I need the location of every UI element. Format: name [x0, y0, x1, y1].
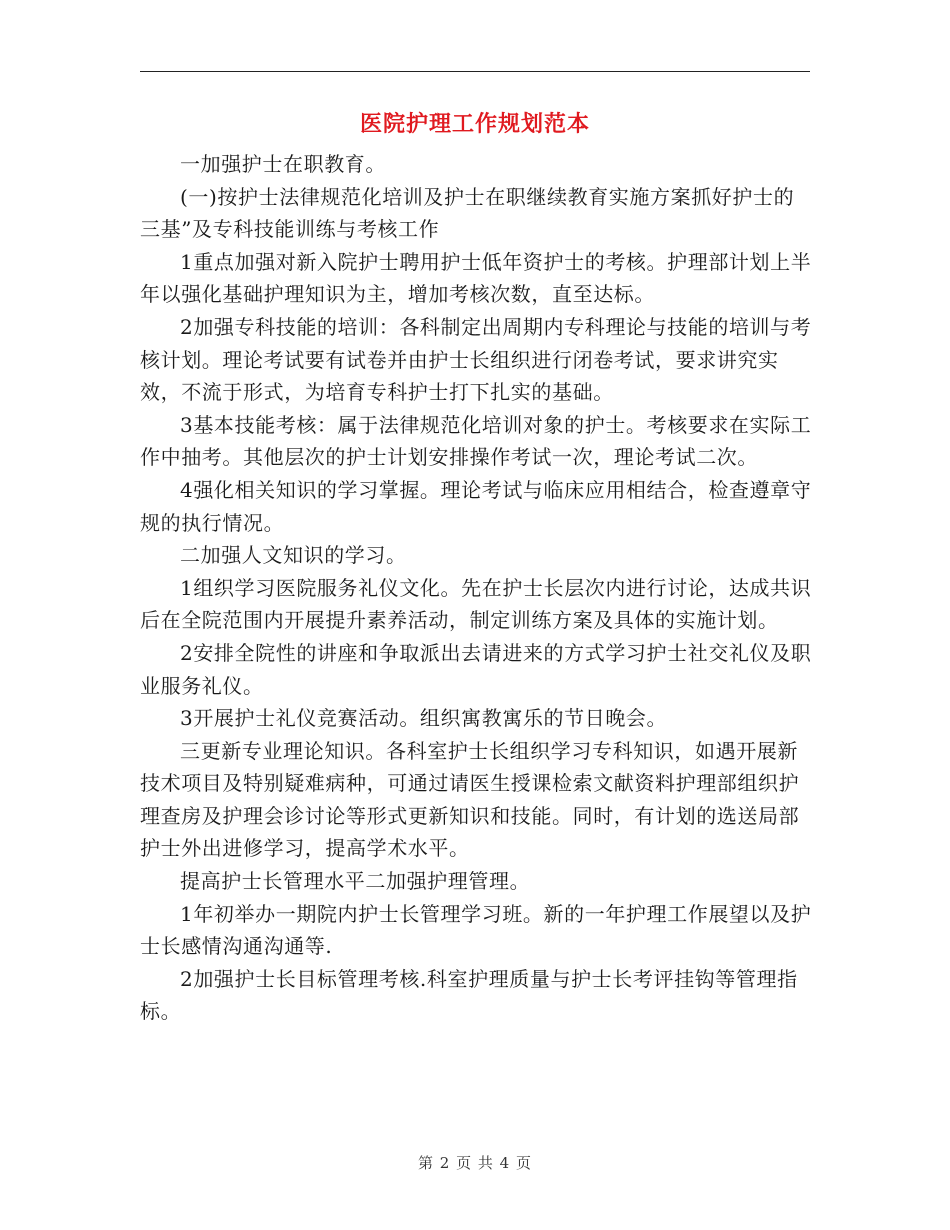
- page-number: 第 2 页 共 4 页: [418, 1154, 532, 1172]
- header-rule: [140, 71, 810, 72]
- paragraph: (一)按护士法律规范化培训及护士在职继续教育实施方案抓好护士的三基”及专科技能训练与考核工作: [140, 184, 795, 242]
- paragraph: 3基本技能考核：属于法律规范化培训对象的护士。考核要求在实际工作中抽考。其他层次的护士计划安排操作考试一次，理论考试二次。: [140, 412, 812, 470]
- paragraph: 4强化相关知识的学习掌握。理论考试与临床应用相结合，检查遵章守规的执行情况。: [140, 477, 812, 535]
- paragraph: 1重点加强对新入院护士聘用护士低年资护士的考核。护理部计划上半年以强化基础护理知识为主，增加考核次数，直至达标。: [140, 249, 812, 307]
- paragraph: 一加强护士在职教育。: [180, 152, 386, 176]
- paragraph: 提高护士长管理水平二加强护理管理。: [180, 869, 531, 894]
- paragraph: 3开展护士礼仪竞赛活动。组织寓教寓乐的节日晚会。: [180, 706, 668, 731]
- paragraph: 2加强护士长目标管理考核.科室护理质量与护士长考评挂钩等管理指标。: [140, 966, 798, 1024]
- paragraph: 2安排全院性的讲座和争取派出去请进来的方式学习护士社交礼仪及职业服务礼仪。: [140, 640, 812, 698]
- paragraph: 1年初举办一期院内护士长管理学习班。新的一年护理工作展望以及护士长感情沟通沟通等.: [140, 901, 812, 959]
- document-title: 医院护理工作规划范本: [359, 111, 590, 137]
- paragraph: 三更新专业理论知识。各科室护士长组织学习专科知识，如遇开展新技术项目及特别疑难病种，可通过请医生授课检索文献资料护理部组织护理查房及护理会诊讨论等形式更新知识和技能。同时，有计划的选送局部护士外出进修学习，提高学术水平。: [140, 738, 800, 861]
- paragraph: 2加强专科技能的培训：各科制定出周期内专科理论与技能的培训与考核计划。理论考试要有试卷并由护士长组织进行闭卷考试，要求讲究实效，不流于形式，为培育专科护士打下扎实的基础。: [140, 314, 812, 405]
- document-body: [140, 148, 812, 1028]
- paragraph: 二加强人文知识的学习。: [180, 543, 407, 568]
- paragraph: 1组织学习医院服务礼仪文化。先在护士长层次内进行讨论，达成共识后在全院范围内开展提升素养活动，制定训练方案及具体的实施计划。: [140, 575, 812, 633]
